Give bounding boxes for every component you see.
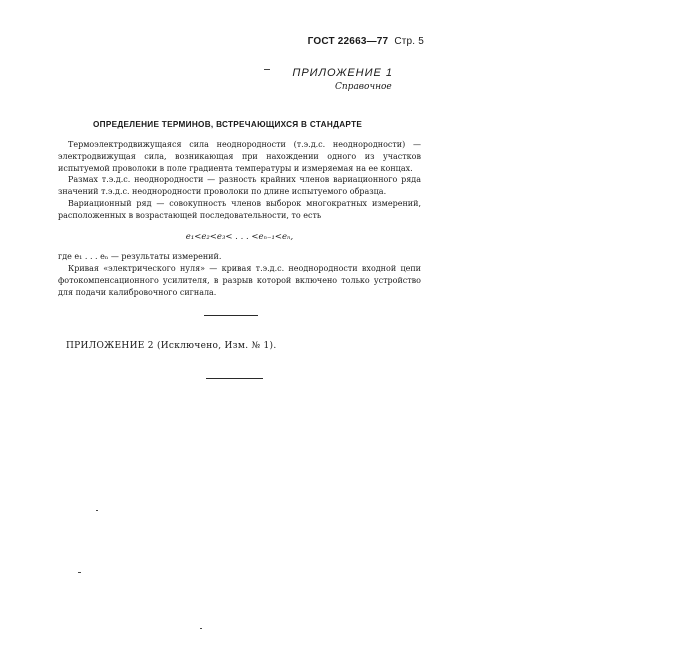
definition-zero-curve: Кривая «электрического нуля» — кривая т.э.д.с. неоднородности входной цепи фотокомпенсационного усилителя, в разрыв которой включено только устройство для подачи калибровочного сигнала. xyxy=(58,264,421,297)
scan-speck xyxy=(200,628,202,629)
separator-rule xyxy=(204,315,258,316)
formula: e₁<e₂<e₃< . . . <eₙ₋₁<eₙ, xyxy=(185,231,294,242)
appendix-2-note: ПРИЛОЖЕНИЕ 2 (Исключено, Изм. № 1). xyxy=(66,341,277,351)
definition-thermo-emf: Термоэлектродвижущаяся сила неоднородности (т.э.д.с. неоднородности) — электродвижущая сила, возникающая при нахождении одного из участков испытуемой проволоки в поле градиента температуры и измеряемая на ее концах. xyxy=(58,140,421,173)
gost-number: ГОСТ 22663—77 xyxy=(307,36,389,47)
formula-explanation: где e₁ . . . eₙ — результаты измерений. xyxy=(58,252,222,262)
scan-speck xyxy=(264,69,270,70)
appendix-1-subtitle: Справочное xyxy=(335,82,392,92)
definition-variation-series: Вариационный ряд — совокупность членов выборок многократных измерений, расположенных в возрастающей последовательности, то есть xyxy=(58,198,421,220)
definition-range: Размах т.э.д.с. неоднородности — разность крайних членов вариационного ряда значений т.э.д.с. неоднородности проволоки по длине испытуемого образца. xyxy=(58,175,421,197)
page-number: Стр. 5 xyxy=(394,36,424,47)
appendix-1-title: ПРИЛОЖЕНИЕ 1 xyxy=(292,67,393,79)
section-heading: ОПРЕДЕЛЕНИЕ ТЕРМИНОВ, ВСТРЕЧАЮЩИХСЯ В СТАНДАРТЕ xyxy=(93,120,363,129)
definitions-text xyxy=(58,139,421,299)
scan-speck xyxy=(96,510,98,511)
page-header xyxy=(308,36,424,47)
scan-speck xyxy=(78,572,81,573)
separator-rule xyxy=(206,378,263,379)
